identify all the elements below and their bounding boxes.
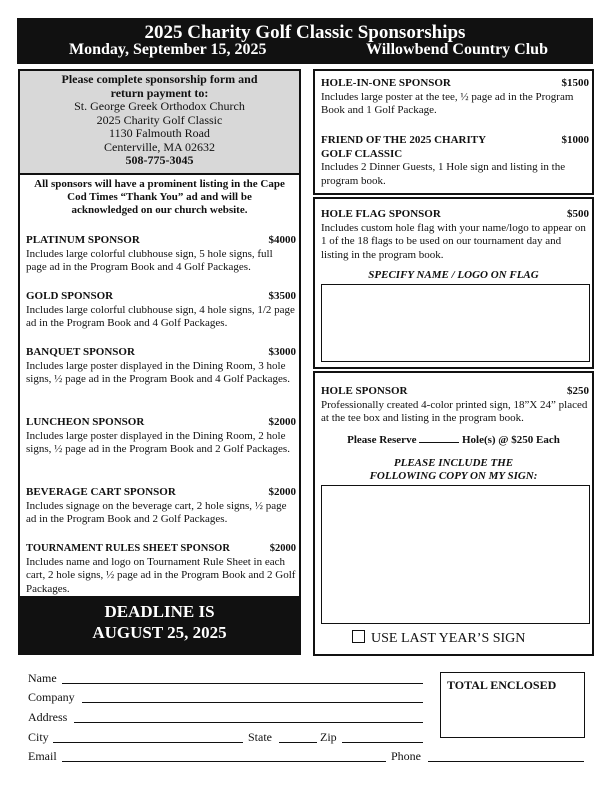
sponsor-desc: Includes signage on the beverage cart, 2 hole signs, ½ page ad in the Program Book and 2 Golf Packages. [26, 499, 287, 525]
sponsor-beverage-cart [26, 486, 296, 527]
sponsor-price: $500 [567, 208, 589, 220]
sponsor-name-2: GOLF CLASSIC [321, 147, 403, 160]
sponsor-price: $1500 [561, 77, 589, 89]
sponsor-banquet [26, 346, 296, 387]
include-copy-line1: PLEASE INCLUDE THE [393, 457, 514, 469]
payment-street: 1130 Falmouth Road [109, 126, 210, 140]
sponsor-desc: Includes 2 Dinner Guests, 1 Hole sign and listing in the program book. [321, 161, 566, 187]
flag-specify-label: SPECIFY NAME / LOGO ON FLAG [368, 269, 539, 281]
sponsor-price: $2000 [268, 416, 296, 428]
zip-label: Zip [320, 730, 337, 744]
use-last-year-label: USE LAST YEAR’S SIGN [371, 631, 526, 646]
payment-city: Centerville, MA 02632 [104, 139, 215, 154]
sponsor-name: HOLE SPONSOR [321, 385, 408, 397]
sponsor-hole-in-one [321, 77, 589, 118]
email-row [28, 749, 588, 765]
name-label: Name [28, 671, 57, 685]
payment-instruction: Please complete sponsorship form and [61, 72, 258, 86]
sponsor-desc: Includes large poster at the tee, ½ page ad in the Program Book and 1 Golf Package. [321, 90, 574, 116]
sponsor-name: GOLD SPONSOR [26, 290, 114, 302]
sponsor-hole [321, 385, 589, 426]
sponsor-desc: Includes name and logo on Tournament Rule Sheet in each cart, 2 hole signs, ½ page ad in the Program Book and 2 Golf Packages. [26, 555, 296, 595]
sponsor-desc: Includes custom hole flag with your name/logo to appear on 1 of the 18 flags to be used on our tournament day and listing in the program book. [321, 221, 586, 261]
sponsor-price: $1000 [561, 134, 589, 146]
sponsor-name: FRIEND OF THE 2025 CHARITY [321, 134, 487, 146]
reserve-label: Please Reserve [347, 434, 417, 446]
sponsor-price: $3000 [268, 346, 296, 358]
deadline-banner [20, 596, 299, 653]
sponsor-desc: Includes large colorful clubhouse sign, 5 hole signs, full page ad in the Program Book and 4 Golf Packages. [26, 247, 273, 273]
sponsor-price: $2000 [269, 543, 296, 554]
sponsor-luncheon [26, 416, 296, 457]
payment-event: 2025 Charity Golf Classic [96, 112, 223, 127]
city-label: City [28, 730, 49, 744]
sponsor-desc: Includes large poster displayed in the Dining Room, 3 hole signs, ½ page ad in the Program Book and 4 Golf Packages. [26, 359, 290, 385]
payment-phone: 508-775-3045 [125, 153, 194, 167]
divider [20, 173, 299, 175]
left-column [18, 69, 301, 655]
sponsor-friend [321, 134, 589, 188]
deadline-date: AUGUST 25, 2025 [92, 623, 227, 642]
sponsor-intro: All sponsors will have a prominent listing in the Cape Cod Times “Thank You” ad and will be acknowledged on our church website. [34, 178, 285, 216]
address-row [28, 710, 428, 726]
payment-instruction-2: return payment to: [110, 85, 209, 100]
hole-sponsor-box [313, 371, 594, 656]
use-last-year-option[interactable] [352, 630, 525, 647]
hole-in-one-and-friend-box [313, 69, 594, 195]
sponsor-gold [26, 290, 296, 331]
page-header [17, 18, 593, 64]
email-field[interactable] [62, 761, 386, 762]
company-row [28, 690, 428, 706]
hole-flag-box [313, 197, 594, 369]
event-venue: Willowbend Country Club [366, 41, 548, 58]
sponsor-name: TOURNAMENT RULES SHEET SPONSOR [26, 543, 230, 554]
sponsor-hole-flag [321, 208, 589, 262]
reserve-holes [315, 434, 592, 446]
reserve-rate: Hole(s) @ $250 Each [461, 434, 560, 446]
total-enclosed-box[interactable] [440, 672, 585, 738]
email-label: Email [28, 749, 57, 763]
phone-label: Phone [391, 749, 421, 763]
sponsor-rules-sheet [26, 542, 296, 596]
sign-copy-input[interactable] [321, 485, 590, 624]
include-copy-line2: FOLLOWING COPY ON MY SIGN: [369, 470, 538, 482]
sponsor-price: $2000 [268, 486, 296, 498]
deadline-line1: DEADLINE IS [104, 602, 215, 621]
state-label: State [248, 730, 272, 744]
event-date: Monday, September 15, 2025 [69, 41, 267, 58]
sponsor-name: HOLE FLAG SPONSOR [321, 208, 441, 220]
sponsor-desc: Includes large colorful clubhouse sign, 4 hole signs, 1/2 page ad in the Program Book and 4 Golf Packages. [26, 303, 295, 329]
name-field[interactable] [62, 683, 423, 684]
sponsor-name: HOLE-IN-ONE SPONSOR [321, 77, 451, 89]
city-field[interactable] [53, 742, 243, 743]
company-field[interactable] [82, 702, 423, 703]
sponsor-price: $250 [567, 385, 589, 397]
company-label: Company [28, 690, 75, 704]
address-field[interactable] [74, 722, 423, 723]
sponsor-name: PLATINUM SPONSOR [26, 234, 140, 246]
include-copy-label [315, 457, 592, 483]
reserve-count-input[interactable] [419, 442, 459, 443]
state-field[interactable] [279, 742, 317, 743]
use-last-year-checkbox[interactable] [352, 630, 365, 643]
zip-field[interactable] [342, 742, 423, 743]
payment-info [20, 71, 299, 173]
sponsor-price: $3500 [268, 290, 296, 302]
page-title: 2025 Charity Golf Classic Sponsorships [144, 22, 466, 43]
phone-field[interactable] [428, 761, 584, 762]
total-enclosed-label: TOTAL ENCLOSED [447, 678, 557, 692]
sponsor-desc: Professionally created 4-color printed sign, 18”X 24” placed at the tee box and listing in the program book. [321, 398, 588, 424]
sponsor-name: BEVERAGE CART SPONSOR [26, 486, 176, 498]
flag-name-input[interactable] [321, 284, 590, 362]
address-label: Address [28, 710, 68, 724]
sponsor-desc: Includes large poster displayed in the Dining Room, 2 hole signs, ½ page ad in the Program Book and 2 Golf Packages. [26, 429, 290, 455]
sponsor-name: LUNCHEON SPONSOR [26, 416, 145, 428]
sponsor-name: BANQUET SPONSOR [26, 346, 135, 358]
payment-org: St. George Greek Orthodox Church [74, 99, 245, 113]
name-row [28, 671, 428, 687]
city-row [28, 730, 428, 746]
sponsor-platinum [26, 234, 296, 275]
sponsor-price: $4000 [268, 234, 296, 246]
